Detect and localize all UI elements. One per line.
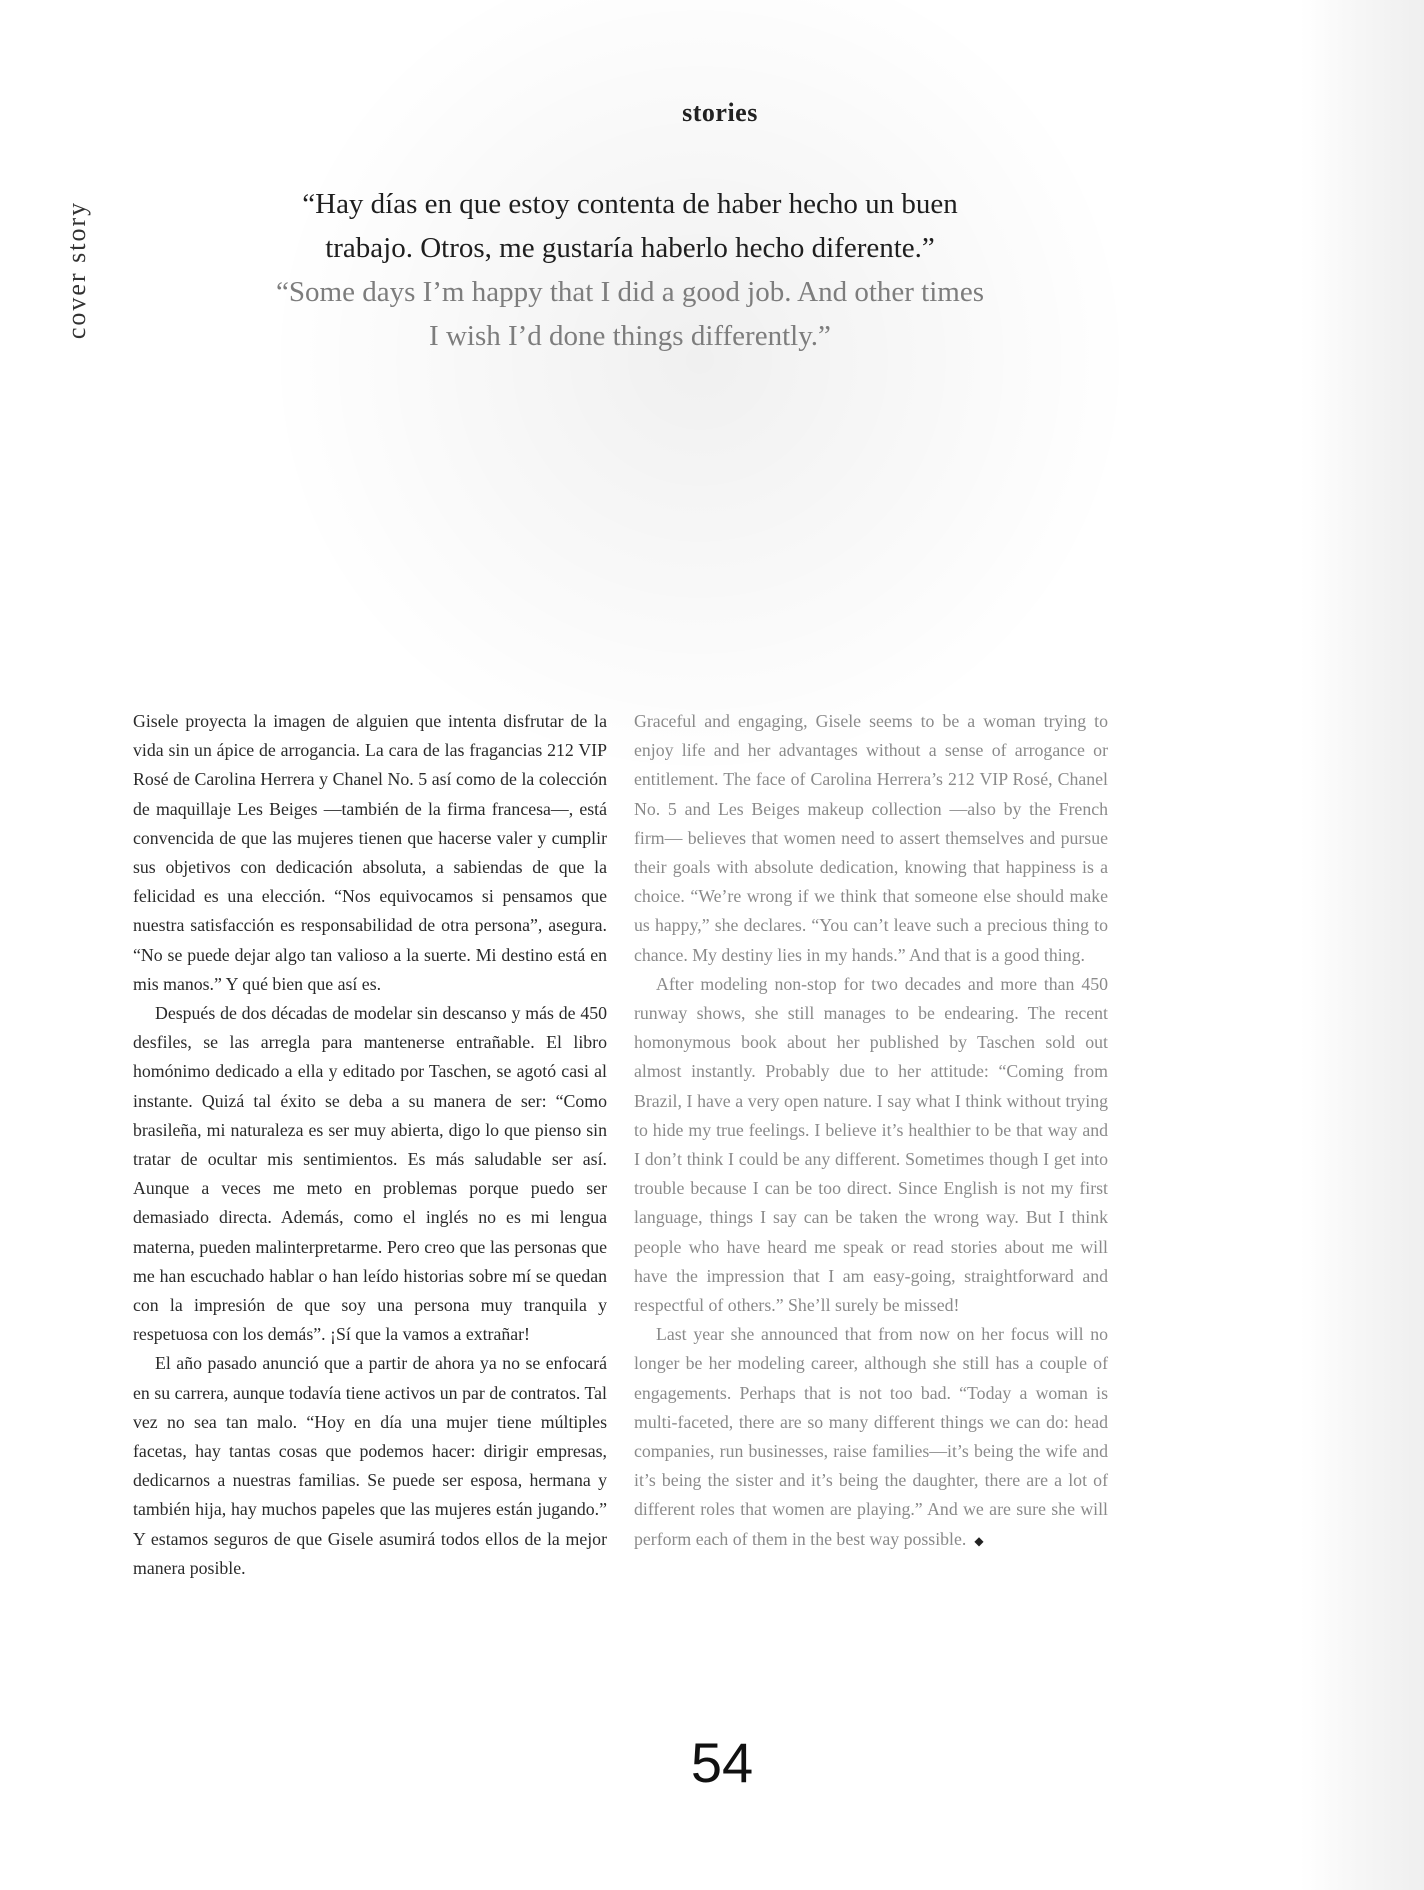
pull-quote	[190, 182, 1070, 358]
es-paragraph-1: Gisele proyecta la imagen de alguien que intenta disfrutar de la vida sin un ápice de arrogancia. La cara de las fragancias 212 VIP Rosé de Carolina Herrera y Chanel No. 5 así como de la colección de maquillaje Les Beiges —también de la firma francesa—, está convencida de que las mujeres tienen que hacerse valer y cumplir sus objetivos con dedicación absoluta, a sabiendas de que la felicidad es una elección. “Nos equivocamos si pensamos que nuestra satisfacción es responsabilidad de otra persona”, asegura. “No se puede dejar algo tan valioso a la suerte. Mi destino está en mis manos.” Y qué bien que así es.	[133, 711, 607, 994]
section-label: stories	[682, 98, 758, 127]
spanish-column	[133, 707, 607, 1583]
pull-quote-en-line-1: “Some days I’m happy that I did a good job. And other times	[276, 276, 984, 308]
pull-quote-en-line-2: I wish I’d done things differently.”	[429, 320, 831, 352]
page-number: 54	[690, 1731, 754, 1794]
en-paragraph-2: After modeling non-stop for two decades and more than 450 runway shows, she still manages to be endearing. The recent homonymous book about her published by Taschen sold out almost instantly. Probably due to her attitude: “Coming from Brazil, I have a very open nature. I say what I think without trying to hide my true feelings. I believe it’s healthier to be that way and I don’t think I could be any different. Sometimes though I get into trouble because I can be too direct. Since English is not my first language, things I say can be taken the wrong way. But I think people who have heard me speak or read stories about me will have the impression that I am easy-going, straightforward and respectful of others.” She’ll surely be missed!	[634, 973, 1108, 1316]
vertical-section-label	[60, 190, 94, 350]
es-paragraph-2: Después de dos décadas de modelar sin descanso y más de 450 desfiles, se las arregla para mantenerse entrañable. El libro homónimo dedicado a ella y editado por Taschen, se agotó casi al instante. Quizá tal éxito se deba a su manera de ser: “Como brasileña, mi naturaleza es ser muy abierta, digo lo que pienso sin tratar de ocultar mis sentimientos. Es más saludable ser así. Aunque a veces me meto en problemas porque puedo ser demasiado directa. Además, como el inglés no es mi lengua materna, pueden malinterpretarme. Pero creo que las personas que me han escuchado hablar o han leído historias sobre mí se quedan con la impresión de que soy una persona muy tranquila y respetuosa con los demás”. ¡Sí que la vamos a extrañar!	[133, 1003, 607, 1345]
vertical-label-text: cover story	[62, 200, 91, 340]
en-paragraph-1: Graceful and engaging, Gisele seems to be a woman trying to enjoy life and her advantages without a sense of arrogance or entitlement. The face of Carolina Herrera’s 212 VIP Rosé, Chanel No. 5 and Les Beiges makeup collection —also by the French firm— believes that women need to assert themselves and pursue their goals with absolute dedication, knowing that happiness is a choice. “We’re wrong if we think that someone else should make us happy,” she declares. “You can’t leave such a precious thing to chance. My destiny lies in my hands.” And that is a good thing.	[634, 711, 1108, 965]
english-column	[634, 707, 1108, 1583]
en-paragraph-3-text: Last year she announced that from now on her focus will no longer be her modeling career, although she still has a couple of engagements. Perhaps that is not too bad. “Today a woman is multi-faceted, there are so many different things we can do: head companies, run businesses, raise families—it’s being the wife and it’s being the sister and it’s being the daughter, there are a lot of different roles that women are playing.” And we are sure she will perform each of them in the best way possible.	[634, 1324, 1108, 1549]
es-paragraph-3: El año pasado anunció que a partir de ahora ya no se enfocará en su carrera, aunque todavía tiene activos un par de contratos. Tal vez no sea tan malo. “Hoy en día una mujer tiene múltiples facetas, hay tantas cosas que podemos hacer: dirigir empresas, dedicarnos a nuestras familias. Se puede ser esposa, hermana y también hija, hay muchos papeles que las mujeres están jugando.” Y estamos seguros de que Gisele asumirá todos ellos de la mejor manera posible.	[133, 1353, 607, 1578]
pull-quote-spanish	[190, 182, 1070, 270]
end-mark-icon: ◆	[974, 1533, 984, 1548]
pull-quote-es-line-1: “Hay días en que estoy contenta de haber hecho un buen	[302, 188, 958, 220]
article-body	[133, 707, 1108, 1583]
en-paragraph-3	[634, 1320, 1108, 1556]
pull-quote-es-line-2: trabajo. Otros, me gustaría haberlo hecho diferente.”	[325, 232, 935, 264]
pull-quote-english	[190, 270, 1070, 358]
